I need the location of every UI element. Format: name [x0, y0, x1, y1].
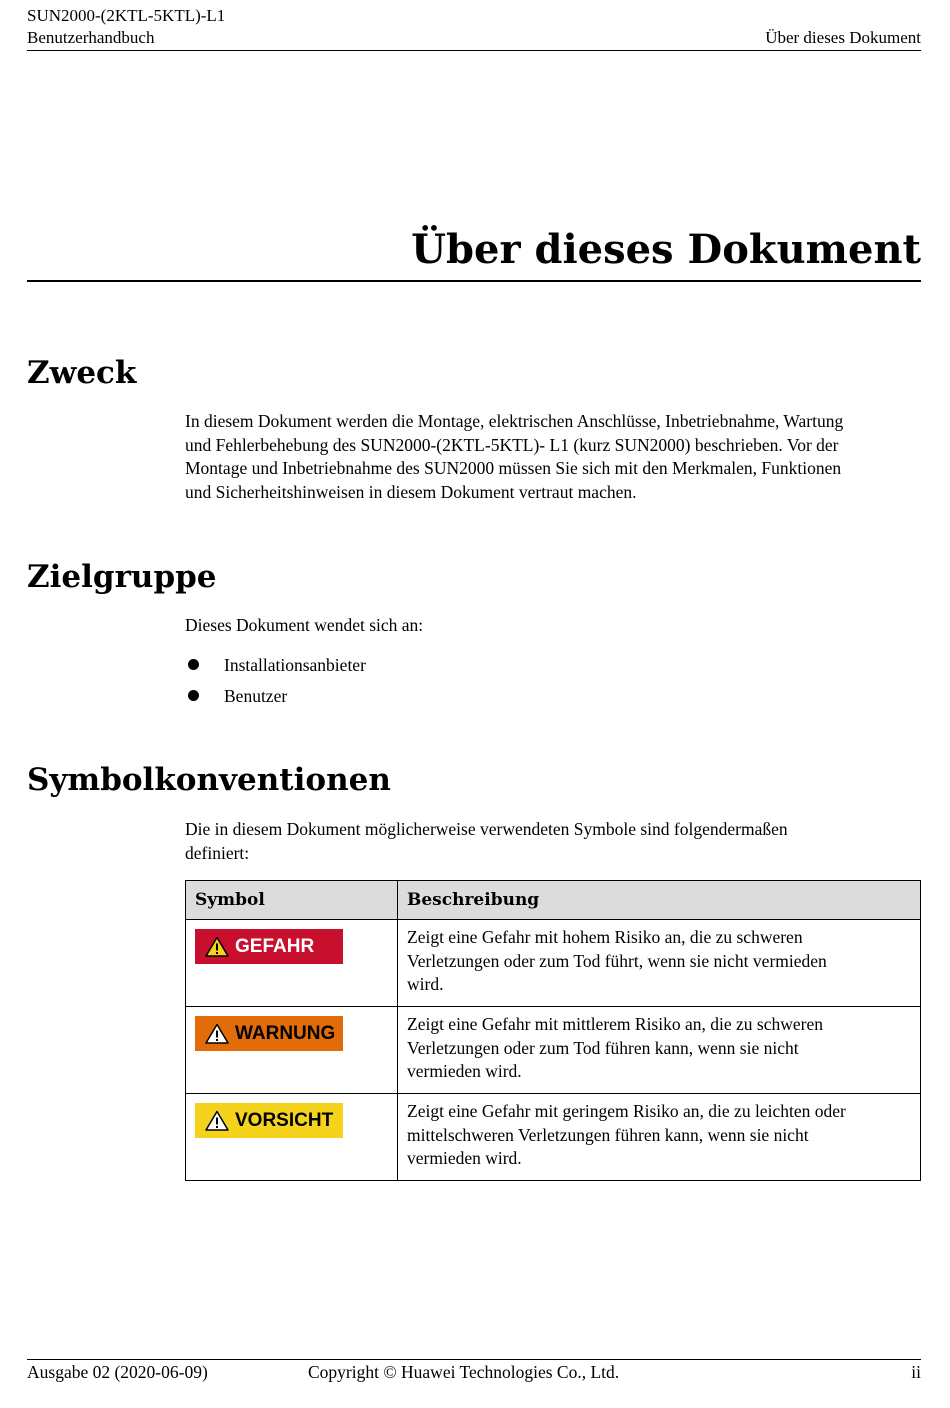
warning-triangle-icon — [205, 936, 229, 957]
warning-triangle-icon — [205, 1110, 229, 1131]
symbol-cell — [186, 920, 398, 1007]
description-line: mittelschweren Verletzungen führen kann, wenn sie nicht — [407, 1124, 809, 1145]
description-line: vermieden wird. — [407, 1148, 522, 1168]
bullet-icon — [188, 690, 199, 701]
table-row — [186, 920, 921, 1007]
warning-triangle-icon — [205, 1023, 229, 1044]
table-header-row — [186, 881, 921, 920]
warning-badge — [195, 1016, 343, 1051]
footer-copyright: Copyright © Huawei Technologies Co., Ltd. — [308, 1362, 620, 1382]
description-line: Zeigt eine Gefahr mit mittlerem Risiko an, die zu schweren — [407, 1014, 823, 1034]
danger-badge — [195, 929, 343, 964]
description-cell — [398, 920, 921, 1007]
page-number: ii — [911, 1362, 921, 1382]
description-line: Zeigt eine Gefahr mit geringem Risiko an, die zu leichten oder — [407, 1101, 846, 1121]
header-section: Über dieses Dokument — [765, 28, 921, 47]
symbol-intro — [185, 818, 921, 865]
description-line: vermieden wird. — [407, 1061, 522, 1081]
header-doc-type: Benutzerhandbuch — [27, 28, 155, 47]
heading-symbolkonventionen: Symbolkonventionen — [27, 762, 391, 798]
column-header-symbol: Symbol — [186, 881, 398, 920]
table-row — [186, 1094, 921, 1181]
description-line: Verletzungen oder zum Tod führt, wenn sie nicht vermieden — [407, 950, 827, 971]
zweck-line: In diesem Dokument werden die Montage, elektrischen Anschlüsse, Inbetriebnahme, Wartung — [185, 411, 844, 431]
zweck-line: Montage und Inbetriebnahme des SUN2000 müssen Sie sich mit den Merkmalen, Funktionen — [185, 458, 842, 478]
badge-label: GEFAHR — [235, 935, 315, 957]
badge-label: WARNUNG — [235, 1022, 336, 1044]
zweck-line: und Fehlerbehebung des SUN2000-(2KTL-5KTL)- L1 (kurz SUN2000) beschrieben. Vor der — [185, 434, 839, 455]
symbol-intro-line: Die in diesem Dokument möglicherweise verwendeten Symbole sind folgendermaßen — [185, 819, 788, 839]
zweck-line: und Sicherheitshinweisen in diesem Dokument vertraut machen. — [185, 481, 637, 502]
header-product: SUN2000-(2KTL-5KTL)-L1 — [27, 6, 226, 25]
page-title: Über dieses Dokument — [27, 222, 921, 282]
description-cell — [398, 1007, 921, 1094]
list-item-label: Installationsanbieter — [224, 655, 366, 675]
page-header — [27, 6, 921, 51]
list-item-label: Benutzer — [224, 686, 288, 706]
symbol-table — [185, 880, 921, 1181]
symbol-cell — [186, 1094, 398, 1181]
bullet-icon — [188, 659, 199, 670]
symbol-intro-line: definiert: — [185, 842, 250, 863]
description-line: Zeigt eine Gefahr mit hohem Risiko an, die zu schweren — [407, 927, 803, 947]
footer-issue: Ausgabe 02 (2020-06-09) — [27, 1362, 208, 1382]
page-footer — [27, 1359, 921, 1390]
symbol-cell — [186, 1007, 398, 1094]
badge-label: VORSICHT — [235, 1109, 334, 1131]
zweck-paragraph — [185, 410, 921, 504]
heading-zielgruppe: Zielgruppe — [27, 559, 217, 595]
description-cell — [398, 1094, 921, 1181]
description-line: wird. — [407, 974, 444, 994]
heading-zweck: Zweck — [27, 355, 137, 391]
caution-badge — [195, 1103, 343, 1138]
column-header-beschreibung: Beschreibung — [398, 881, 921, 920]
table-row — [186, 1007, 921, 1094]
description-line: Verletzungen oder zum Tod führen kann, wenn sie nicht — [407, 1037, 799, 1058]
zielgruppe-intro: Dieses Dokument wendet sich an: — [185, 615, 424, 635]
